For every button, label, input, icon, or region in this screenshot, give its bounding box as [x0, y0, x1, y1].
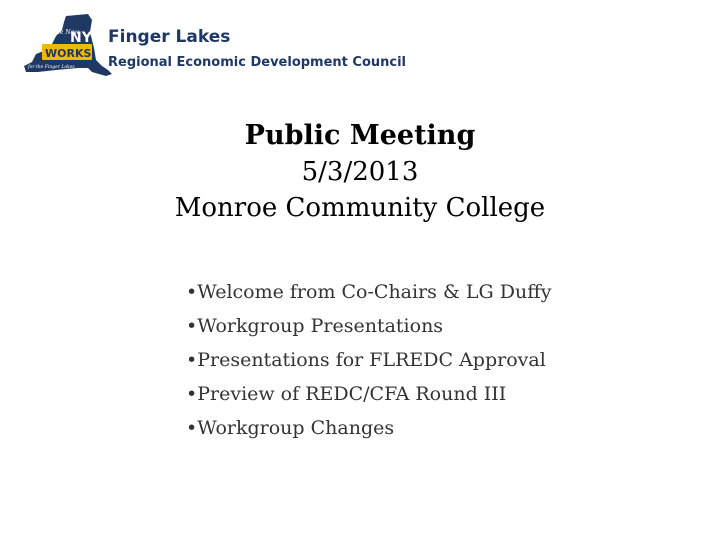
- logo-line-small: The New: [52, 29, 80, 36]
- header: [22, 10, 702, 90]
- agenda-item-text: Presentations for FLREDC Approval: [197, 349, 546, 371]
- bullet: •: [186, 349, 198, 371]
- agenda-item-text: Workgroup Changes: [197, 417, 395, 439]
- title-date: 5/3/2013: [301, 157, 419, 187]
- org-subtitle: Regional Economic Development Council: [108, 55, 407, 70]
- title-public-meeting: Public Meeting: [244, 120, 476, 151]
- title-location: Monroe Community College: [174, 193, 546, 223]
- agenda-list: [186, 275, 551, 445]
- logo-ny: NY: [70, 30, 92, 46]
- bullet: •: [186, 281, 198, 303]
- agenda-item: [186, 309, 551, 343]
- logo-works: WORKS: [45, 47, 92, 60]
- logo-tagline: for the Finger Lakes: [28, 65, 75, 70]
- agenda-item: [186, 411, 551, 445]
- bullet: •: [186, 315, 198, 337]
- agenda-item-text: Preview of REDC/CFA Round III: [197, 383, 507, 405]
- org-name: Finger Lakes: [108, 27, 231, 47]
- bullet: •: [186, 417, 198, 439]
- slide-title: [0, 118, 720, 226]
- ny-works-logo: [22, 14, 114, 86]
- bullet: •: [186, 383, 198, 405]
- agenda-item: [186, 377, 551, 411]
- agenda-item-text: Welcome from Co-Chairs & LG Duffy: [197, 281, 552, 303]
- agenda-item-text: Workgroup Presentations: [197, 315, 444, 337]
- agenda-item: [186, 343, 551, 377]
- agenda-item: [186, 275, 551, 309]
